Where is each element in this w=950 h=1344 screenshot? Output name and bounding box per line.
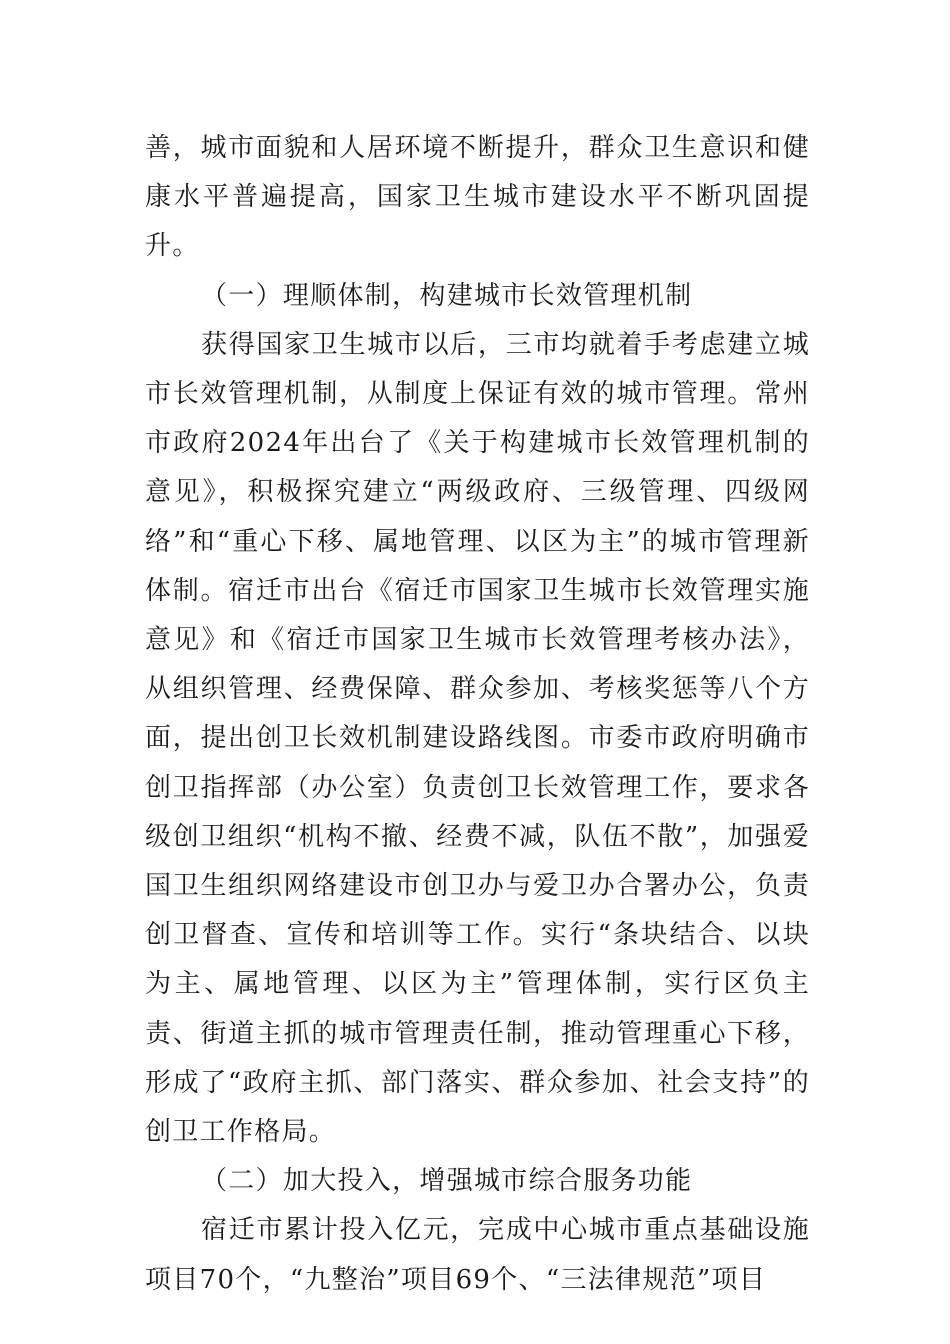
paragraph-continued: 善，城市面貌和人居环境不断提升，群众卫生意识和健康水平普遍提高，国家卫生城市建设水平不断巩固提升。	[145, 133, 810, 262]
paragraph-body-2: 宿迁市累计投入亿元，完成中心城市重点基础设施项目70个，“九整治”项目69个、“三法律规范”项目	[145, 1215, 810, 1295]
document-body	[145, 124, 810, 1305]
section-heading-1: （一）理顺体制，构建城市长效管理机制	[201, 280, 693, 311]
paragraph-body-1: 获得国家卫生城市以后，三市均就着手考虑建立城市长效管理机制，从制度上保证有效的城市管理。常州市政府2024年出台了《关于构建城市长效管理机制的意见》，积极探究建立“两级政府、三级管理、四级网络”和“重心下移、属地管理、以区为主”的城市管理新体制。宿迁市出台《宿迁市国家卫生城市长效管理实施意见》和《宿迁市国家卫生城市长效管理考核办法》，从组织管理、经费保障、群众参加、考核奖惩等八个方面，提出创卫长效机制建设路线图。市委市政府明确市创卫指挥部（办公室）负责创卫长效管理工作，要求各级创卫组织“机构不撤、经费不减，队伍不散”，加强爱国卫生组织网络建设市创卫办与爱卫办合署办公，负责创卫督查、宣传和培训等工作。实行“条块结合、以块为主、属地管理、以区为主”管理体制，实行区负主责、街道主抓的城市管理责任制，推动管理重心下移，形成了“政府主抓、部门落实、群众参加、社会支持”的创卫工作格局。	[145, 329, 810, 1148]
section-heading-2: （二）加大投入，增强城市综合服务功能	[201, 1166, 693, 1197]
